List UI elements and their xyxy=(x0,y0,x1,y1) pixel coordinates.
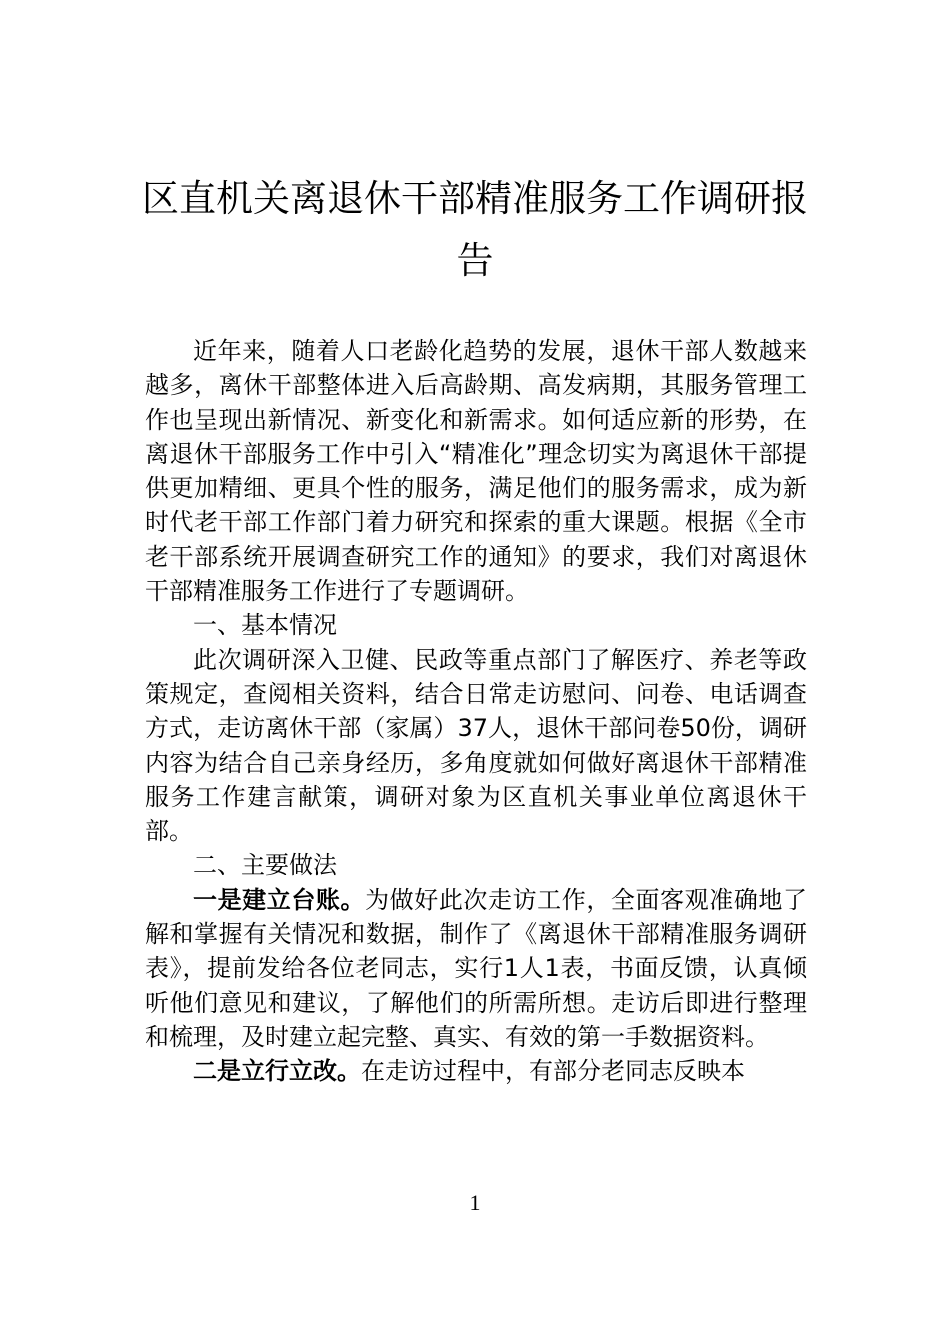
paragraph-lead: 二是立行立改。 xyxy=(193,1057,361,1086)
page-number: 1 xyxy=(469,1190,481,1215)
paragraph-text: 此次调研深入卫健、民政等重点部门了解医疗、养老等政策规定，查阅相关资料，结合日常走访慰问、问卷、电话调查方式，走访离休干部（家属）37人，退休干部问卷50份，调研内容为结合自己亲身经历，多角度就如何做好离退休干部精准服务工作建言献策，调研对象为区直机关事业单位离退休干部。 xyxy=(145,645,807,846)
document-body xyxy=(145,334,807,1089)
paragraph-text: 在走访过程中，有部分老同志反映本 xyxy=(361,1057,745,1086)
paragraph-lead: 一是建立台账。 xyxy=(193,885,366,914)
heading-text: 一、基本情况 xyxy=(193,611,337,640)
document-title: 区直机关离退休干部精准服务工作调研报告 xyxy=(142,177,808,282)
section-heading-basic-situation xyxy=(145,608,807,642)
paragraph-text: 近年来，随着人口老龄化趋势的发展，退休干部人数越来越多，离休干部整体进入后高龄期、高发病期，其服务管理工作也呈现出新情况、新变化和新需求。如何适应新的形势，在离退休干部服务工作中引入“精准化”理念切实为离退休干部提供更加精细、更具个性的服务，满足他们的服务需求，成为新时代老干部工作部门着力研究和探索的重大课题。根据《全市老干部系统开展调查研究工作的通知》的要求，我们对离退休干部精准服务工作进行了专题调研。 xyxy=(145,337,807,606)
paragraph-practice-two xyxy=(145,1054,807,1088)
section-heading-main-practices xyxy=(145,848,807,882)
paragraph-practice-one xyxy=(145,883,807,1054)
paragraph-basic-situation xyxy=(145,643,807,849)
paragraph-text: 为做好此次走访工作，全面客观准确地了解和掌握有关情况和数据，制作了《离退休干部精准服务调研表》，提前发给各位老同志，实行1人1表，书面反馈，认真倾听他们意见和建议，了解他们的所需所想。走访后即进行整理和梳理，及时建立起完整、真实、有效的第一手数据资料。 xyxy=(145,885,808,1051)
heading-text: 二、主要做法 xyxy=(193,851,337,880)
paragraph-intro xyxy=(145,334,807,608)
